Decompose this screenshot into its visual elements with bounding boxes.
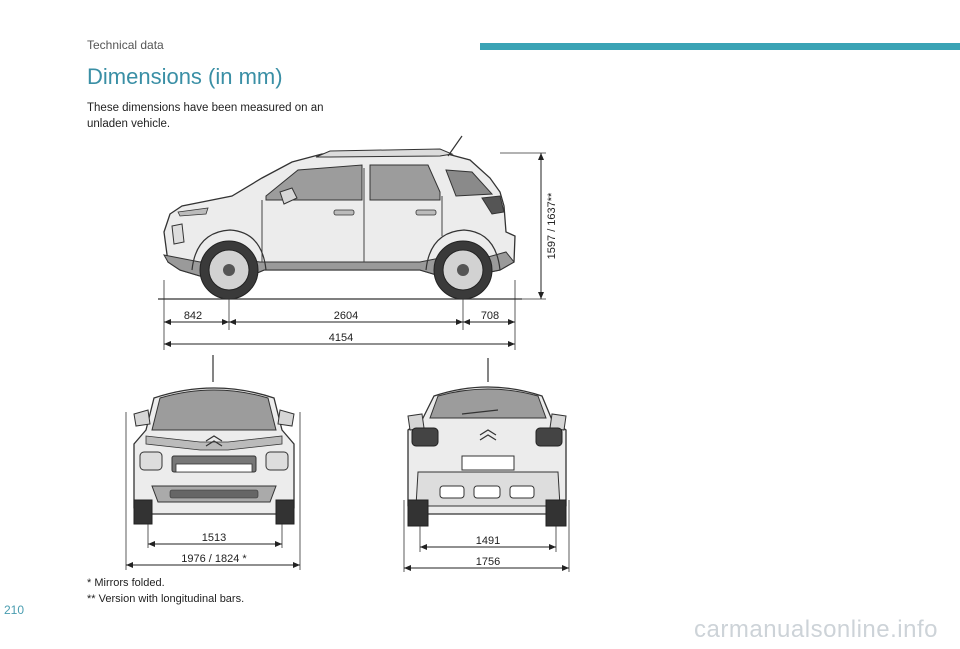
page-title: Dimensions (in mm)	[87, 64, 283, 89]
footnote-mirrors: * Mirrors folded.	[87, 577, 165, 589]
front-overhang-label: 842	[183, 310, 203, 322]
page-number: 210	[4, 603, 25, 617]
wheelbase-label: 2604	[333, 310, 359, 322]
front-track-label: 1513	[201, 532, 227, 544]
front-view-car	[134, 355, 294, 524]
rear-track-label: 1491	[475, 535, 501, 547]
footnote-bars: ** Version with longitudinal bars.	[87, 593, 245, 605]
side-view-car	[164, 136, 515, 299]
rear-view-car	[408, 358, 566, 526]
overall-length-label: 4154	[328, 332, 354, 344]
rear-overhang-label: 708	[480, 310, 500, 322]
watermark: carmanualsonline.info	[694, 616, 938, 643]
section-header: Technical data	[87, 38, 164, 52]
height-label: 1597 / 1637**	[546, 192, 558, 260]
rear-width-label: 1756	[475, 556, 501, 568]
front-width-label: 1976 / 1824 *	[181, 553, 247, 565]
intro-text: These dimensions have been measured on an unladen vehicle.	[87, 102, 324, 130]
